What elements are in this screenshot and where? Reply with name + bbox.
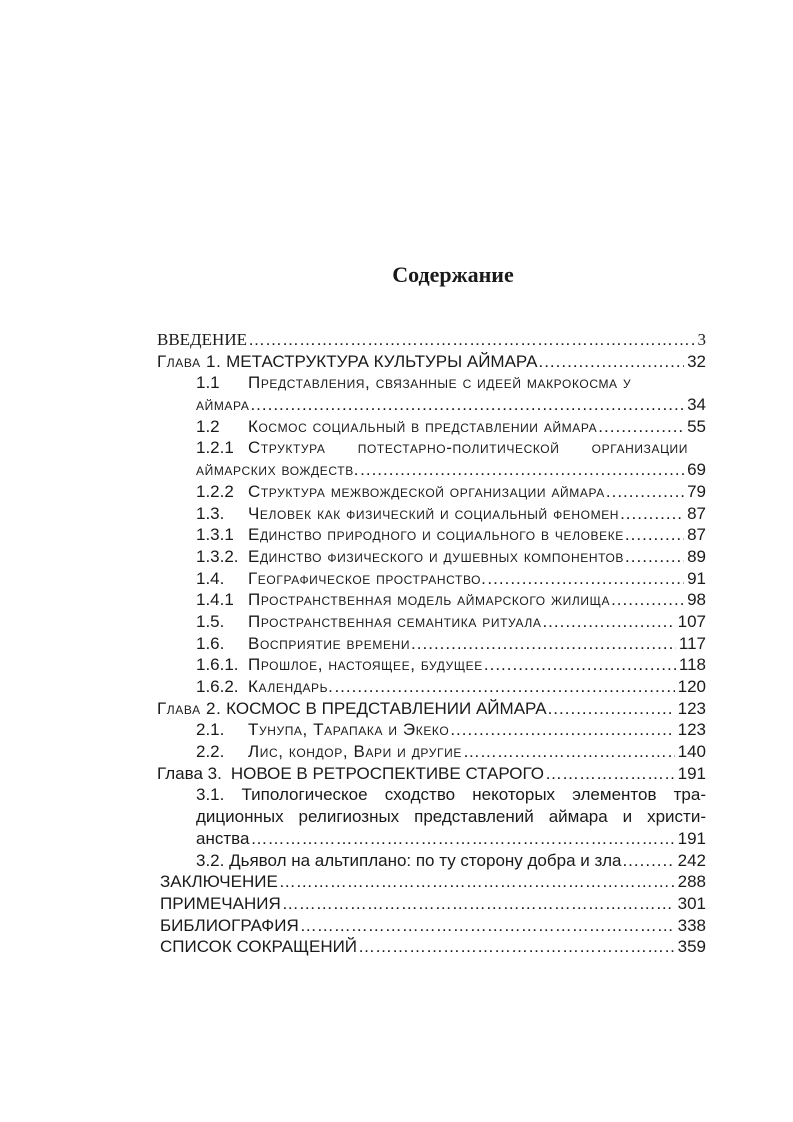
section-number: 2.1.	[196, 720, 225, 740]
dot-leader	[334, 676, 674, 698]
dot-leader	[542, 611, 674, 633]
section-number: 1.3.	[196, 503, 225, 523]
toc-entry-section-1-5	[157, 611, 706, 633]
toc-entry-section-1-6-1	[157, 654, 706, 676]
chapter-title: МЕТАСТРУКТУРА КУЛЬТУРЫ АЙМАРА	[226, 351, 538, 371]
section-title: Прошлое, настоящее, будущее	[248, 655, 483, 675]
dot-leader	[282, 893, 675, 915]
dot-leader	[625, 546, 684, 568]
table-of-contents	[157, 329, 706, 958]
section-number: 1.6.1.	[196, 655, 239, 675]
section-title: Структура межвождеской организации аймара	[248, 481, 605, 501]
section-title-line: анства	[196, 828, 250, 848]
dot-leader	[250, 394, 684, 416]
toc-entry-chapter-1	[157, 351, 706, 373]
toc-page-number: 123	[677, 720, 706, 740]
section-title: Единство физического и душевных компонентов	[248, 546, 625, 566]
chapter-label: Глава 1.	[157, 351, 222, 371]
dot-leader	[606, 481, 684, 503]
section-title: Пространственная семантика ритуала	[248, 611, 542, 631]
section-title: Космос социальный в представлении аймара	[248, 416, 598, 436]
toc-entry-abbreviations	[157, 936, 706, 958]
section-title-line: диционных религиозных представлений аймара и христи-	[196, 807, 706, 827]
dot-leader	[358, 936, 675, 958]
section-number: 1.2.2	[196, 481, 234, 501]
toc-page-number: 3	[697, 330, 706, 349]
toc-entry-chapter-2	[157, 698, 706, 720]
dot-leader	[548, 698, 675, 720]
toc-page-number: 69	[687, 460, 706, 480]
chapter-label: Глава 2.	[157, 698, 222, 718]
toc-page-number: 123	[677, 698, 706, 718]
dot-leader	[360, 459, 684, 481]
toc-page-number: 87	[687, 525, 706, 545]
dot-leader	[487, 568, 684, 590]
toc-entry-conclusion	[157, 871, 706, 893]
toc-page-number: 55	[687, 416, 706, 436]
section-number: 1.4.	[196, 568, 225, 588]
toc-page-number: 79	[687, 481, 706, 501]
toc-entry-label: СПИСОК СОКРАЩЕНИЙ	[160, 937, 358, 957]
toc-entry-section-1-2-2	[157, 481, 706, 503]
toc-page-number: 140	[677, 742, 706, 762]
toc-page-number: 338	[677, 915, 706, 935]
toc-entry-bibliography	[157, 915, 706, 937]
toc-entry-section-1-4-1	[157, 589, 706, 611]
section-number: 1.3.2.	[196, 546, 239, 566]
dot-leader	[611, 589, 684, 611]
toc-entry-section-1-3	[157, 503, 706, 525]
section-title	[196, 850, 621, 872]
toc-entry-section-3-1-end	[157, 828, 706, 850]
chapter-title: НОВОЕ В РЕТРОСПЕКТИВЕ СТАРОГО	[230, 763, 544, 783]
toc-entry-section-3-1	[157, 784, 706, 806]
section-title: Восприятие времени	[248, 633, 411, 653]
toc-entry-section-1-2-1	[157, 437, 706, 459]
section-number: 3.1.	[196, 785, 225, 805]
toc-entry-section-1-1	[157, 372, 706, 394]
toc-entry-section-1-4	[157, 568, 706, 590]
toc-entry-label: ВВЕДЕНИЕ	[157, 330, 247, 349]
section-title-line	[196, 784, 706, 806]
chapter-label: Глава 3.	[157, 763, 222, 783]
section-number: 3.2.	[196, 850, 225, 870]
dot-leader	[545, 763, 675, 785]
section-title-line: Представления, связанные с идеей макрокосма у	[248, 373, 632, 393]
section-number: 2.2.	[196, 742, 225, 762]
dot-leader	[622, 850, 674, 872]
toc-page-number: 98	[687, 590, 706, 610]
dot-leader	[279, 871, 675, 893]
toc-entry-label	[157, 698, 547, 720]
toc-entry-section-2-2	[157, 741, 706, 763]
toc-page-number: 359	[677, 937, 706, 957]
section-title-text: Типологическое сходство некоторых элементов тра-	[241, 785, 707, 805]
section-title: Тунупа, Тарапака и Экеко	[248, 720, 450, 740]
dot-leader	[625, 524, 684, 546]
section-title: Человек как физический и социальный феномен	[248, 503, 620, 523]
toc-page-number: 120	[677, 677, 706, 696]
dot-leader	[484, 654, 676, 676]
section-number: 1.6.	[196, 633, 225, 653]
toc-entry-section-1-2-1-continued	[157, 459, 706, 481]
toc-entry-section-1-3-2	[157, 546, 706, 568]
dot-leader	[598, 416, 684, 438]
toc-entry-section-3-2	[157, 850, 706, 872]
toc-entry-label: БИБЛИОГРАФИЯ	[160, 915, 299, 935]
toc-entry-label: ПРИМЕЧАНИЯ	[160, 893, 281, 913]
section-title-text: Дьявол на альтиплано: по ту сторону добра и зла	[229, 850, 622, 870]
section-title: Календарь.	[248, 677, 334, 696]
toc-page-number: 87	[687, 503, 706, 523]
toc-page-number: 117	[678, 633, 706, 653]
toc-entry-section-2-1	[157, 719, 706, 741]
toc-page-number: 191	[677, 763, 706, 783]
toc-entry-chapter-3	[157, 763, 706, 785]
dot-leader	[463, 741, 675, 763]
toc-entry-introduction	[157, 329, 706, 351]
dot-leader	[538, 351, 684, 373]
section-number: 1.4.1	[196, 590, 234, 610]
section-title: Лис, кондор, Вари и другие	[248, 742, 462, 762]
dot-leader	[620, 503, 684, 525]
toc-page-number: 32	[687, 351, 706, 371]
toc-entry-section-1-1-continued	[157, 394, 706, 416]
toc-page-number: 89	[687, 546, 706, 566]
toc-entry-label	[157, 763, 544, 785]
section-title-line: аймара	[196, 395, 250, 415]
section-number: 1.2.1	[196, 438, 234, 458]
toc-entry-section-1-3-1	[157, 524, 706, 546]
toc-page-number: 242	[677, 850, 706, 870]
toc-page-number: 118	[678, 655, 706, 675]
dot-leader	[411, 633, 676, 655]
section-number: 1.1	[196, 373, 220, 393]
section-number: 1.6.2.	[196, 677, 239, 696]
toc-entry-label: ЗАКЛЮЧЕНИЕ	[160, 872, 278, 892]
section-number: 1.5.	[196, 611, 225, 631]
toc-entry-notes	[157, 893, 706, 915]
dot-leader	[450, 719, 674, 741]
section-title: Географическое пространство.	[248, 568, 487, 588]
section-title: Пространственная модель аймарского жилища	[248, 590, 611, 610]
dot-leader	[300, 915, 675, 937]
section-number: 1.2	[196, 416, 220, 436]
toc-entry-section-1-6	[157, 633, 706, 655]
toc-entry-section-3-1-continued	[157, 806, 706, 828]
toc-page-number: 91	[687, 568, 706, 588]
section-title-line: аймарских вождеств.	[196, 460, 360, 480]
dot-leader	[250, 828, 674, 850]
dot-leader	[248, 329, 695, 351]
toc-entry-label	[157, 351, 537, 373]
section-title-line: Структура потестарно-политической организации	[248, 438, 688, 458]
toc-page-number: 34	[687, 395, 706, 415]
toc-entry-section-1-2	[157, 416, 706, 438]
page-title: Содержание	[392, 262, 514, 287]
section-number: 1.3.1	[196, 525, 234, 545]
toc-entry-section-1-6-2	[157, 676, 706, 698]
section-title: Единство природного и социального в человеке	[248, 525, 624, 545]
chapter-title: КОСМОС В ПРЕДСТАВЛЕНИИ АЙМАРА	[226, 698, 547, 718]
toc-page-number: 191	[677, 828, 706, 848]
toc-page-number: 301	[677, 893, 706, 913]
toc-page-number: 107	[677, 611, 706, 631]
toc-page-number: 288	[677, 872, 706, 892]
